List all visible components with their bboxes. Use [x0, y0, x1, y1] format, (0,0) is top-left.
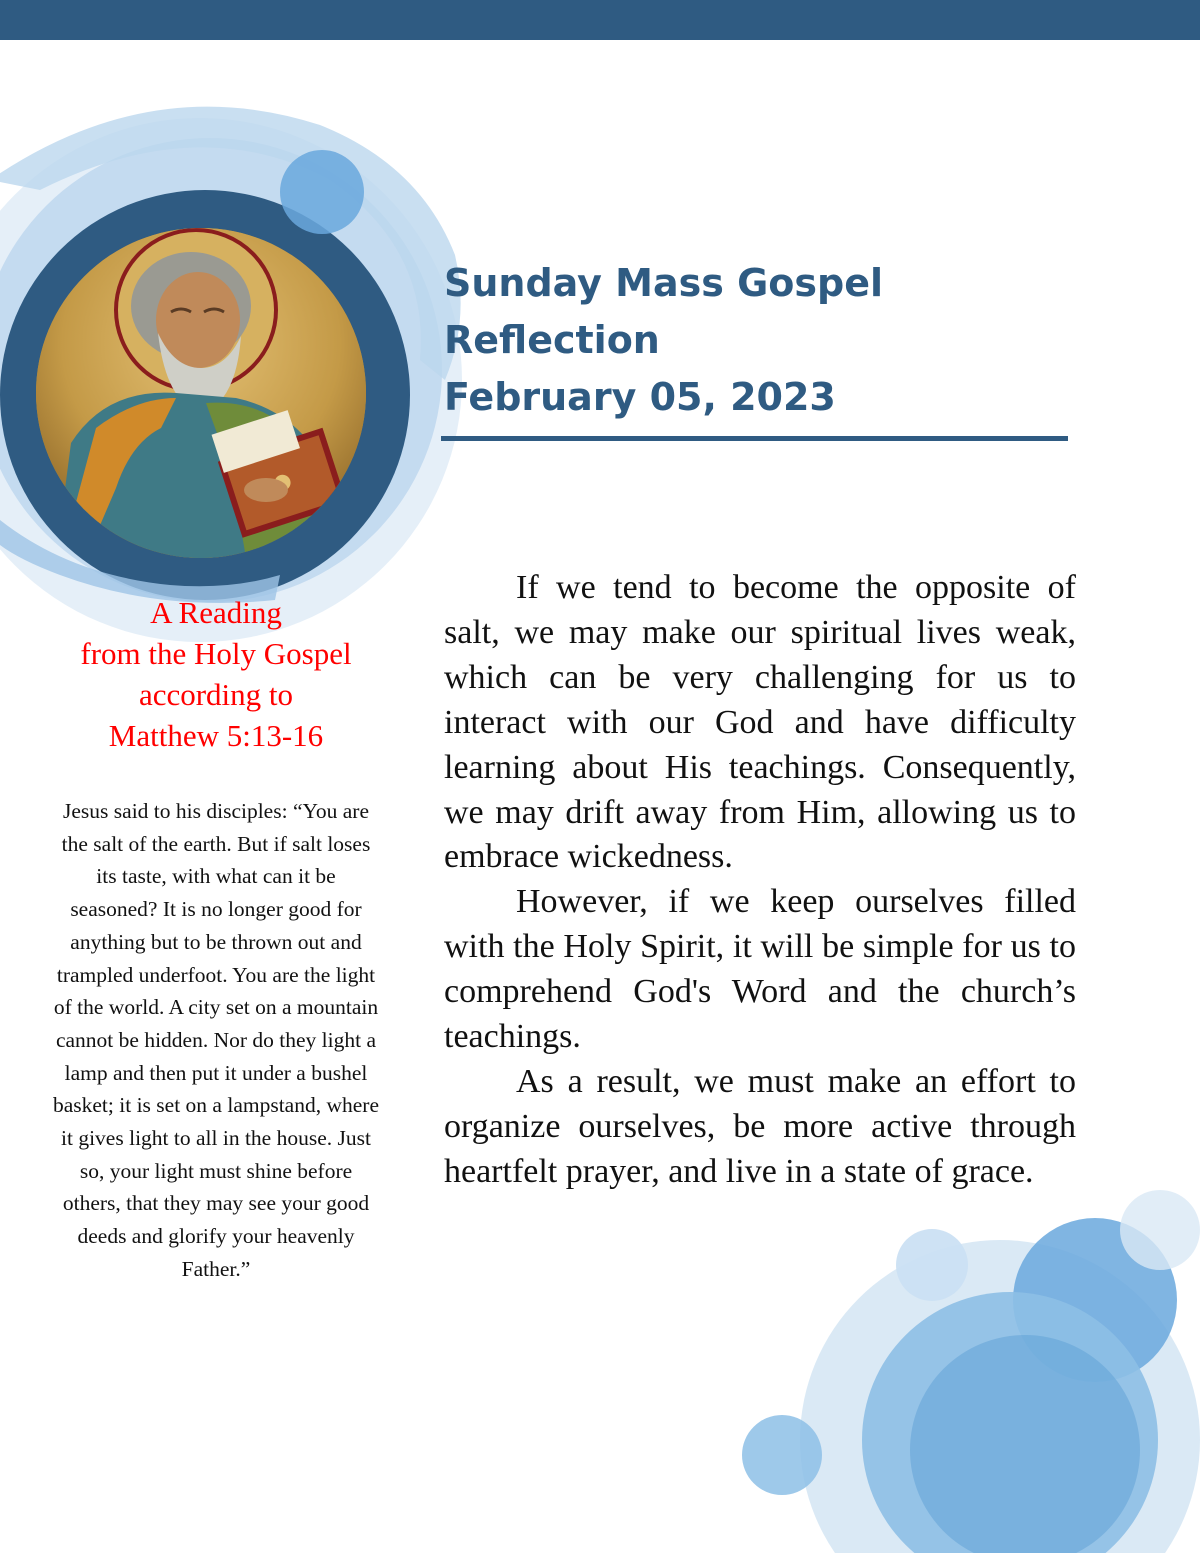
saint-matthew-portrait — [36, 228, 366, 558]
title-line-2: Reflection — [444, 318, 660, 362]
reading-line-3: according to — [138, 677, 294, 712]
title-date: February 05, 2023 — [444, 375, 836, 419]
reading-line-1: A Reading — [150, 595, 282, 630]
reading-heading — [56, 592, 376, 756]
reflection-body — [444, 566, 1076, 1195]
reflection-paragraph-1: If we tend to become the opposite of salt, we may make our spiritual lives weak, which can be very challenging for us to interact with our God and have difficulty learning about His teachings. Consequently, we may drift away from Him, allowing us to embrace wickedness. — [444, 569, 1076, 876]
page-title — [444, 255, 1084, 426]
bottom-right-bubbles — [742, 1190, 1200, 1553]
gospel-passage: Jesus said to his disciples: “You are the salt of the earth. But if salt loses its taste, with what can it be seasoned? It is no longer good for anything but to be thrown out and trampled underfoot. You are the light of the world. A city set on a mountain cannot be hidden. Nor do they light a lamp and then put it under a bushel basket; it is set on a lampstand, where it gives light to all in the house. Just so, your light must shine before others, that they may see your good deeds and glorify your heavenly Father.” — [52, 799, 379, 1281]
title-line-1: Sunday Mass Gospel — [444, 261, 883, 305]
reading-line-2: from the Holy Gospel — [80, 636, 352, 671]
reflection-paragraph-3: As a result, we must make an effort to organize ourselves, be more active through heartfelt prayer, and live in a state of grace. — [444, 1062, 1076, 1190]
reading-reference: Matthew 5:13-16 — [108, 718, 324, 753]
saint-matthew-icon-image — [36, 228, 366, 558]
reflection-paragraph-2: However, if we keep ourselves filled with the Holy Spirit, it will be simple for us to comprehend God's Word and the church’s teachings. — [444, 883, 1076, 1056]
title-underline — [441, 436, 1068, 441]
